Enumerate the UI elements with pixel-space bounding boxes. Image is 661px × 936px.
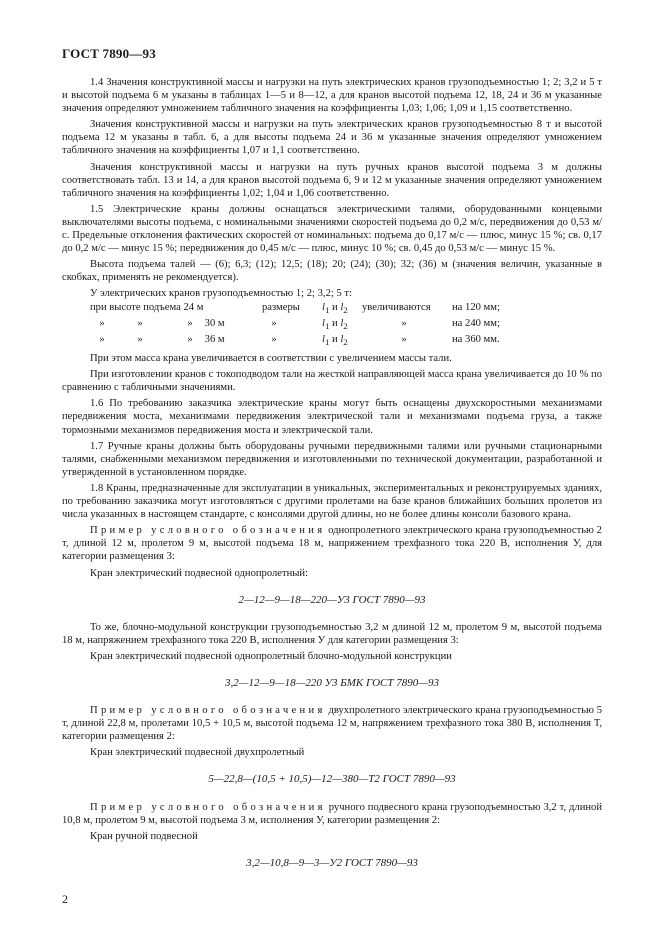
page-number: 2 bbox=[62, 892, 68, 906]
example-lead-word: Пример условного обозначения bbox=[90, 525, 326, 537]
example-2-name: Кран электрический подвесной однопролетный блочно-модульной конструкции bbox=[90, 650, 452, 662]
document-body bbox=[62, 76, 602, 884]
size-row bbox=[62, 333, 602, 349]
size-row-dims: $l_1$ и $l_2$ bbox=[322, 317, 348, 331]
paragraph-1-5: 1.5 Электрические краны должны оснащаться электрическими талями, оборудованными концевыми выключателями высоты подъема, с номинальными значениями скоростей подъема до 0,2 м/с, передвижения до 0,53 м/с. Предельные отклонения фактических скоростей от номинальных: подъема до 0,17 м/с — плюс, минус 15 %; св. 0,17 до 0,2 м/с — минус 15 %; передвижения до 0,45 м/с — плюс, минус 10 %; св. 0,45 до 0,53 м/с — минус 15 %. bbox=[62, 203, 602, 255]
example-3-code: 5—22,8—(10,5 + 10,5)—12—380—Т2 ГОСТ 7890—93 bbox=[208, 773, 456, 786]
example-lead-word: Пример условного обозначения bbox=[90, 705, 326, 717]
example-1-code: 2—12—9—18—220—У3 ГОСТ 7890—93 bbox=[238, 593, 426, 606]
paragraph-mass-8t: Значения конструктивной массы и нагрузки на путь электрических кранов грузоподъемностью 8 т и высотой подъема 12 м указаны в табл. 6, а для высоты подъема 24 и 36 м указанные значения определяют умножением табличного значения на коэффициенты 1,07 и 1,1 соответственно. bbox=[62, 119, 602, 157]
paragraph-1-4: 1.4 Значения конструктивной массы и нагрузки на путь электрических кранов грузоподъемностью 1; 2; 3,2 и 5 т и высотой подъема 6 м указаны в таблицах 1—5 и 8—12, а для кранов высотой подъема 12, 18, 24 и 36 м указанные значения определяют умножением табличного значения на коэффициенты 1,03; 1,06; 1,09 и 1,15 соответственно. bbox=[62, 77, 602, 115]
example-lead-word: Пример условного обозначения bbox=[90, 801, 326, 813]
size-row-prefix: » » bbox=[99, 333, 143, 345]
paragraph-mass-increase: При этом масса крана увеличивается в соответствии с увеличением массы тали. bbox=[90, 353, 452, 365]
example-3-text: Пример условного обозначения двухпролетного электрического крана грузоподъемностью 5 т, длиной 22,8 м, пролетами 10,5 + 10,5 м, высотой подъема 12 м, напряжением трехфазного тока 380 В, исполнения Т, категории размещения 2: bbox=[62, 705, 602, 743]
example-1-text: Пример условного обозначения однопролетного электрического крана грузоподъемностью 2 т, длиной 12 м, пролетом 9 м, высотой подъема 18 м, напряжением трехфазного тока 220 В, исполнения У, для категории размещения 3: bbox=[62, 525, 602, 563]
size-row-prefix: » » bbox=[99, 317, 143, 329]
size-row-height: » 36 м bbox=[187, 333, 225, 345]
paragraph-1-6: 1.6 По требованию заказчика электрические краны могут быть оснащены двухскоростными механизмами передвижения моста, механизмами передвижения электрической тали и механизмами подъема груза, а также тормозными механизмов передвижения моста и электрической тали. bbox=[62, 398, 602, 436]
size-row bbox=[62, 317, 602, 333]
size-row-prefix: при высоте подъема 24 м bbox=[90, 301, 204, 313]
example-2-code: 3,2—12—9—18—220 У3 БМК ГОСТ 7890—93 bbox=[224, 676, 440, 689]
size-row-action: увеличиваются bbox=[362, 301, 431, 313]
example-4-text: Пример условного обозначения ручного подвесного крана грузоподъемностью 3,2 т, длиной 10,8 м, пролетом 9 м, высотой подъема 3 м, исполнения У, категории размещения 2: bbox=[62, 801, 603, 826]
example-4-name: Кран ручной подвесной bbox=[90, 830, 198, 842]
size-increase-table bbox=[62, 301, 602, 350]
paragraph-1-8: 1.8 Краны, предназначенные для эксплуатации в уникальных, экспериментальных и реконструируемых зданиях, по требованию заказчика могут изготовляться с другими пролетами на базе кранов ближайших больших пролетов из числа указанных в настоящем стандарте, с консолями другой длины, но не более длины консоли базового крана. bbox=[62, 482, 602, 521]
size-row-value: на 360 мм. bbox=[452, 333, 500, 345]
size-row-label: » bbox=[271, 333, 277, 345]
paragraph-rigid-guide: При изготовлении кранов с токоподводом тали на жесткой направляющей масса крана увеличивается до 10 % по сравнению с табличными значениями. bbox=[62, 369, 602, 394]
paragraph-electric-cranes: У электрических кранов грузоподъемностью 1; 2; 3,2; 5 т: bbox=[90, 288, 352, 300]
size-row-action: » bbox=[401, 333, 407, 345]
size-row-action: » bbox=[401, 317, 407, 329]
size-row-dims: $l_1$ и $l_2$ bbox=[322, 333, 348, 348]
example-1-name: Кран электрический подвесной однопролетный: bbox=[90, 567, 309, 579]
paragraph-lift-heights: Высота подъема талей — (6); 6,3; (12); 12,5; (18); 20; (24); (30); 32; (36) м (значения величин, указанные в скобках, применять не рекомендуется). bbox=[62, 259, 602, 284]
example-2-text: То же, блочно-модульной конструкции грузоподъемностью 3,2 м длиной 12 м, пролетом 9 м, высотой подъема 18 м, напряжением трехфазного тока 220 В, исполнения У для категории размещения 3: bbox=[62, 621, 602, 646]
paragraph-mass-manual: Значения конструктивной массы и нагрузки на путь ручных кранов высотой подъема 3 м должны соответствовать табл. 13 и 14, а для кранов высотой подъема 6, 9 и 12 м указанные значения определяют умножением табличного значения на коэффициенты 1,02; 1,04 и 1,06 соответственно. bbox=[62, 161, 602, 199]
paragraph-1-7: 1.7 Ручные краны должны быть оборудованы ручными передвижными талями или ручными стационарными талями, снабженными механизмом передвижения и изготовленными по технической документации, разработанной и утвержденной в установленном порядке. bbox=[62, 440, 602, 478]
document-header: ГОСТ 7890—93 bbox=[62, 46, 156, 61]
size-row-value: на 120 мм; bbox=[452, 301, 500, 313]
size-row-dims: $l_1$ и $l_2$ bbox=[322, 301, 348, 315]
size-row-label: размеры bbox=[262, 301, 300, 313]
example-3-name: Кран электрический подвесной двухпролетный bbox=[90, 747, 305, 759]
size-row bbox=[62, 301, 602, 317]
size-row-value: на 240 мм; bbox=[452, 317, 500, 329]
size-row-height: » 30 м bbox=[187, 317, 225, 329]
size-row-label: » bbox=[271, 317, 277, 329]
example-4-code: 3,2—10,8—9—3—У2 ГОСТ 7890—93 bbox=[246, 856, 418, 869]
